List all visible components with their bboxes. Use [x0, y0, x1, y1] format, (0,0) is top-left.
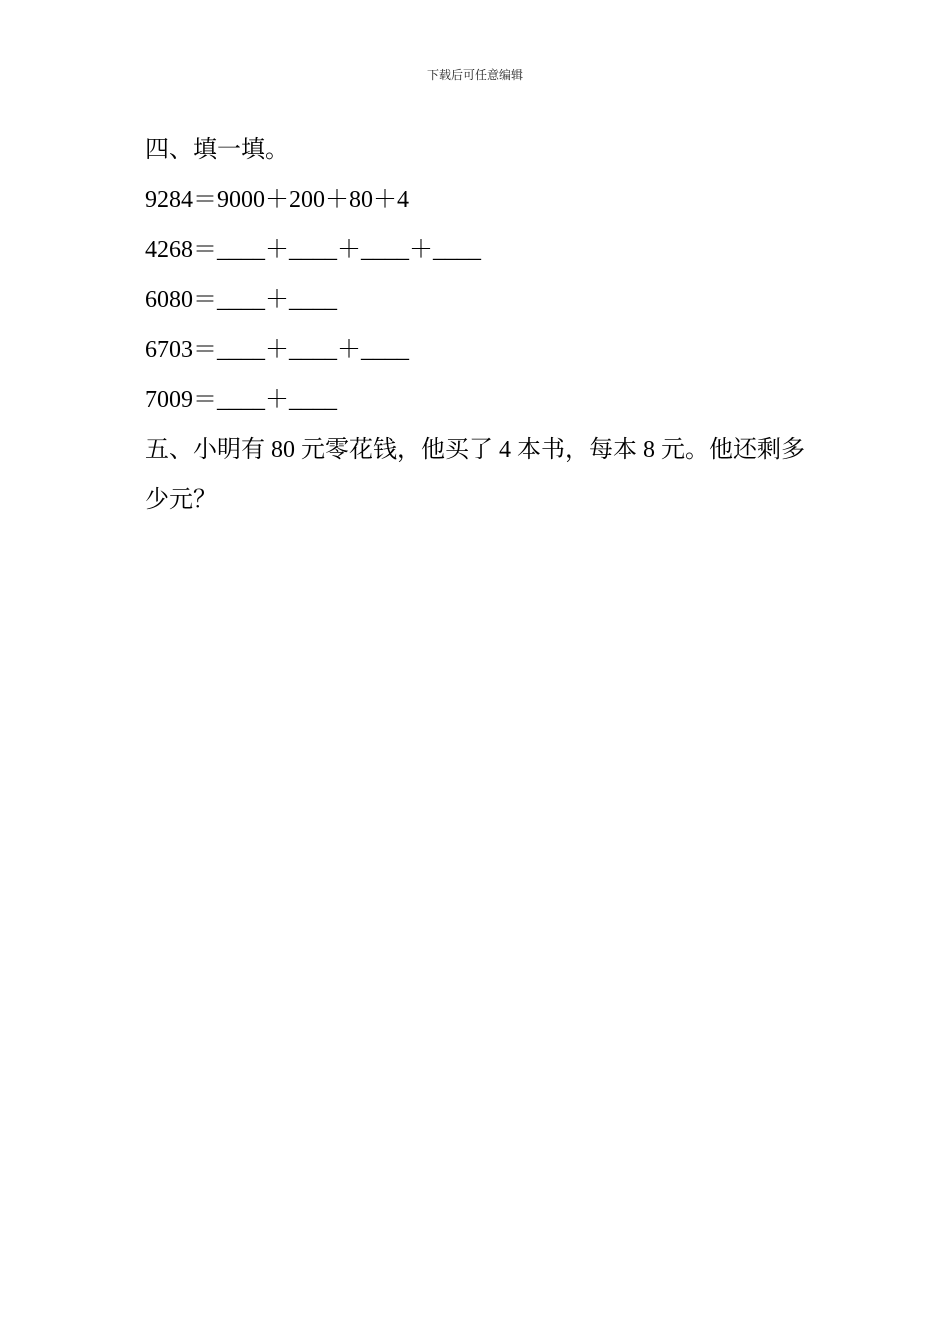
fill-blank-7009: 7009＝____＋____: [145, 387, 337, 413]
page-header: 下载后可任意编辑: [426, 68, 523, 82]
section-5-word-problem: 五、小明有 80 元零花钱，他买了 4 本书，每本 8 元。他还剩多少元？: [145, 437, 805, 513]
fill-blank-6703: 6703＝____＋____＋____: [145, 337, 409, 363]
example-equation: 9284＝9000＋200＋80＋4: [145, 187, 409, 213]
section-4-title: 四、填一填。: [145, 137, 289, 163]
fill-blank-4268: 4268＝____＋____＋____＋____: [145, 237, 481, 263]
document-body: [145, 125, 810, 525]
fill-blank-6080: 6080＝____＋____: [145, 287, 337, 313]
